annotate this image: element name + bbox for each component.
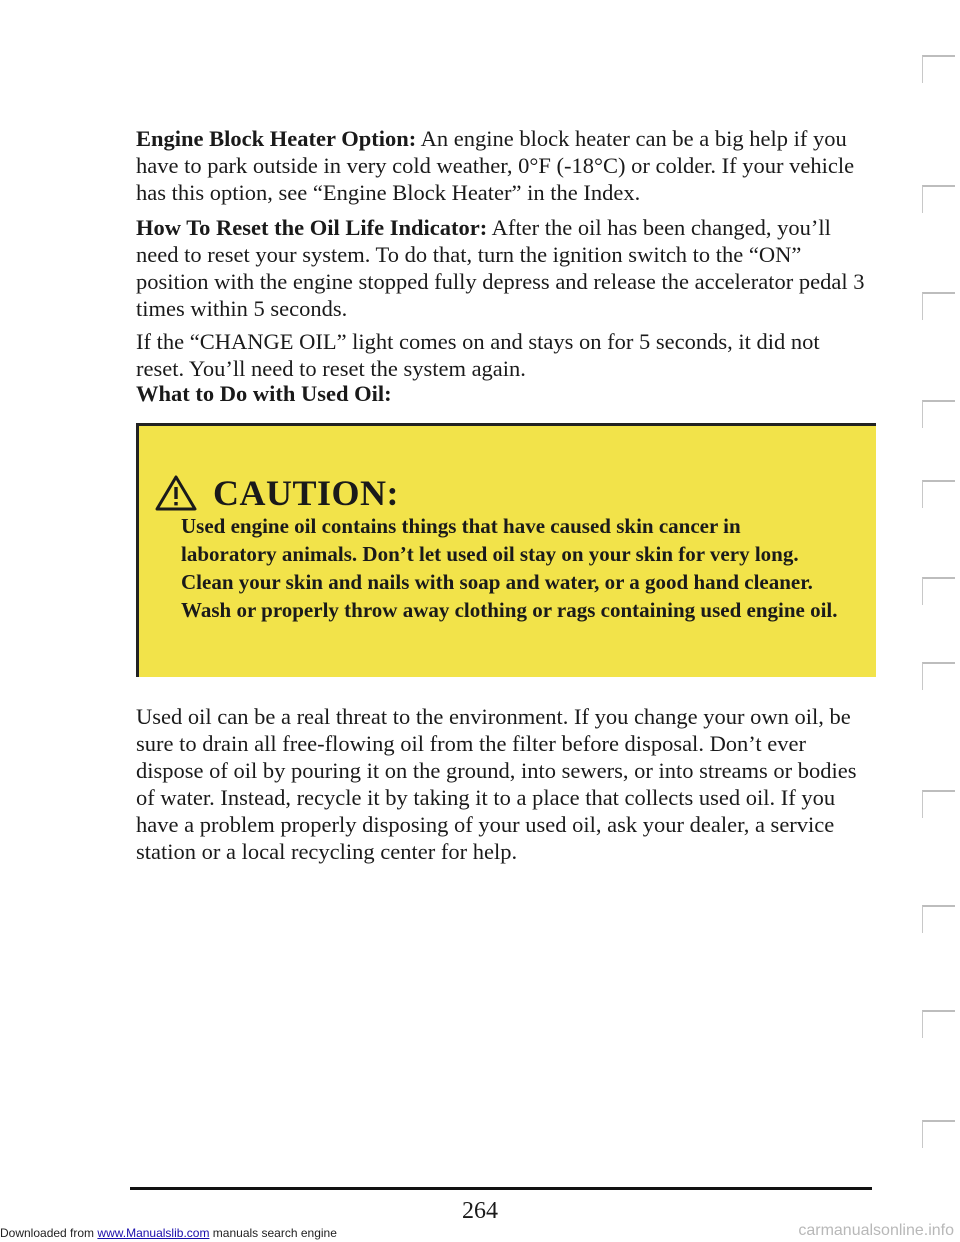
footer-suffix: manuals search engine <box>212 1226 337 1240</box>
reset-oil-life-text: After the oil has been changed, you’ll need to reset your system. To do that, turn the ignition switch to the “ON” position with the engine stopped fully depress and release the accelerator pedal 3 times within 5 seconds. <box>136 215 865 321</box>
environment-paragraph: Used oil can be a real threat to the environment. If you change your own oil, be sure to drain all free-flowing oil from the filter before disposal. Don’t ever dispose of oil by pouring it on the ground, into sewers, or into streams or bodies of water. Instead, recycle it by taking it to a place that collects used oil. If you have a problem properly disposing of your used oil, ask your dealer, a service station or a local recycling center for help. <box>136 704 857 864</box>
used-oil-heading: What to Do with Used Oil: <box>136 381 392 406</box>
watermark: carmanualsonline.info <box>798 1222 954 1239</box>
change-oil-paragraph: If the “CHANGE OIL” light comes on and stays on for 5 seconds, it did not reset. You’ll need to reset the system again. <box>136 329 820 381</box>
edge-tab <box>922 292 955 320</box>
edge-tab <box>922 905 955 933</box>
caution-body: Used engine oil contains things that have caused skin cancer in laboratory animals. Don’t let used oil stay on your skin for very long. Clean your skin and nails with soap and water, or a good hand cleaner. Wash or properly throw away clothing or rags containing used engine oil. <box>181 514 838 622</box>
edge-tab-marks <box>900 0 960 1242</box>
reset-oil-life-paragraph <box>136 214 866 322</box>
engine-block-heater-heading: Engine Block Heater Option: <box>136 126 417 151</box>
caution-title-row <box>155 471 399 515</box>
edge-tab <box>922 577 955 605</box>
edge-tab <box>922 662 955 690</box>
edge-tab <box>922 185 955 213</box>
engine-block-heater-paragraph <box>136 125 866 206</box>
edge-tab <box>922 480 955 508</box>
edge-tab <box>922 1010 955 1038</box>
warning-triangle-icon <box>155 474 197 512</box>
caution-box <box>136 423 876 677</box>
edge-tab <box>922 55 955 83</box>
download-footer <box>0 1226 337 1240</box>
edge-tab <box>922 1120 955 1148</box>
engine-block-heater-text: An engine block heater can be a big help if you have to park outside in very cold weather, 0°F (-18°C) or colder. If your vehicle has this option, see “Engine Block Heater” in the Index. <box>136 126 855 205</box>
caution-title: CAUTION: <box>213 473 400 513</box>
reset-oil-life-heading: How To Reset the Oil Life Indicator: <box>136 215 488 240</box>
page-number: 264 <box>462 1198 498 1224</box>
edge-tab <box>922 400 955 428</box>
footer-rule <box>130 1187 872 1190</box>
footer-prefix: Downloaded from <box>0 1226 95 1240</box>
manualslib-link[interactable]: www.Manualslib.com <box>97 1226 210 1240</box>
edge-tab <box>922 790 955 818</box>
